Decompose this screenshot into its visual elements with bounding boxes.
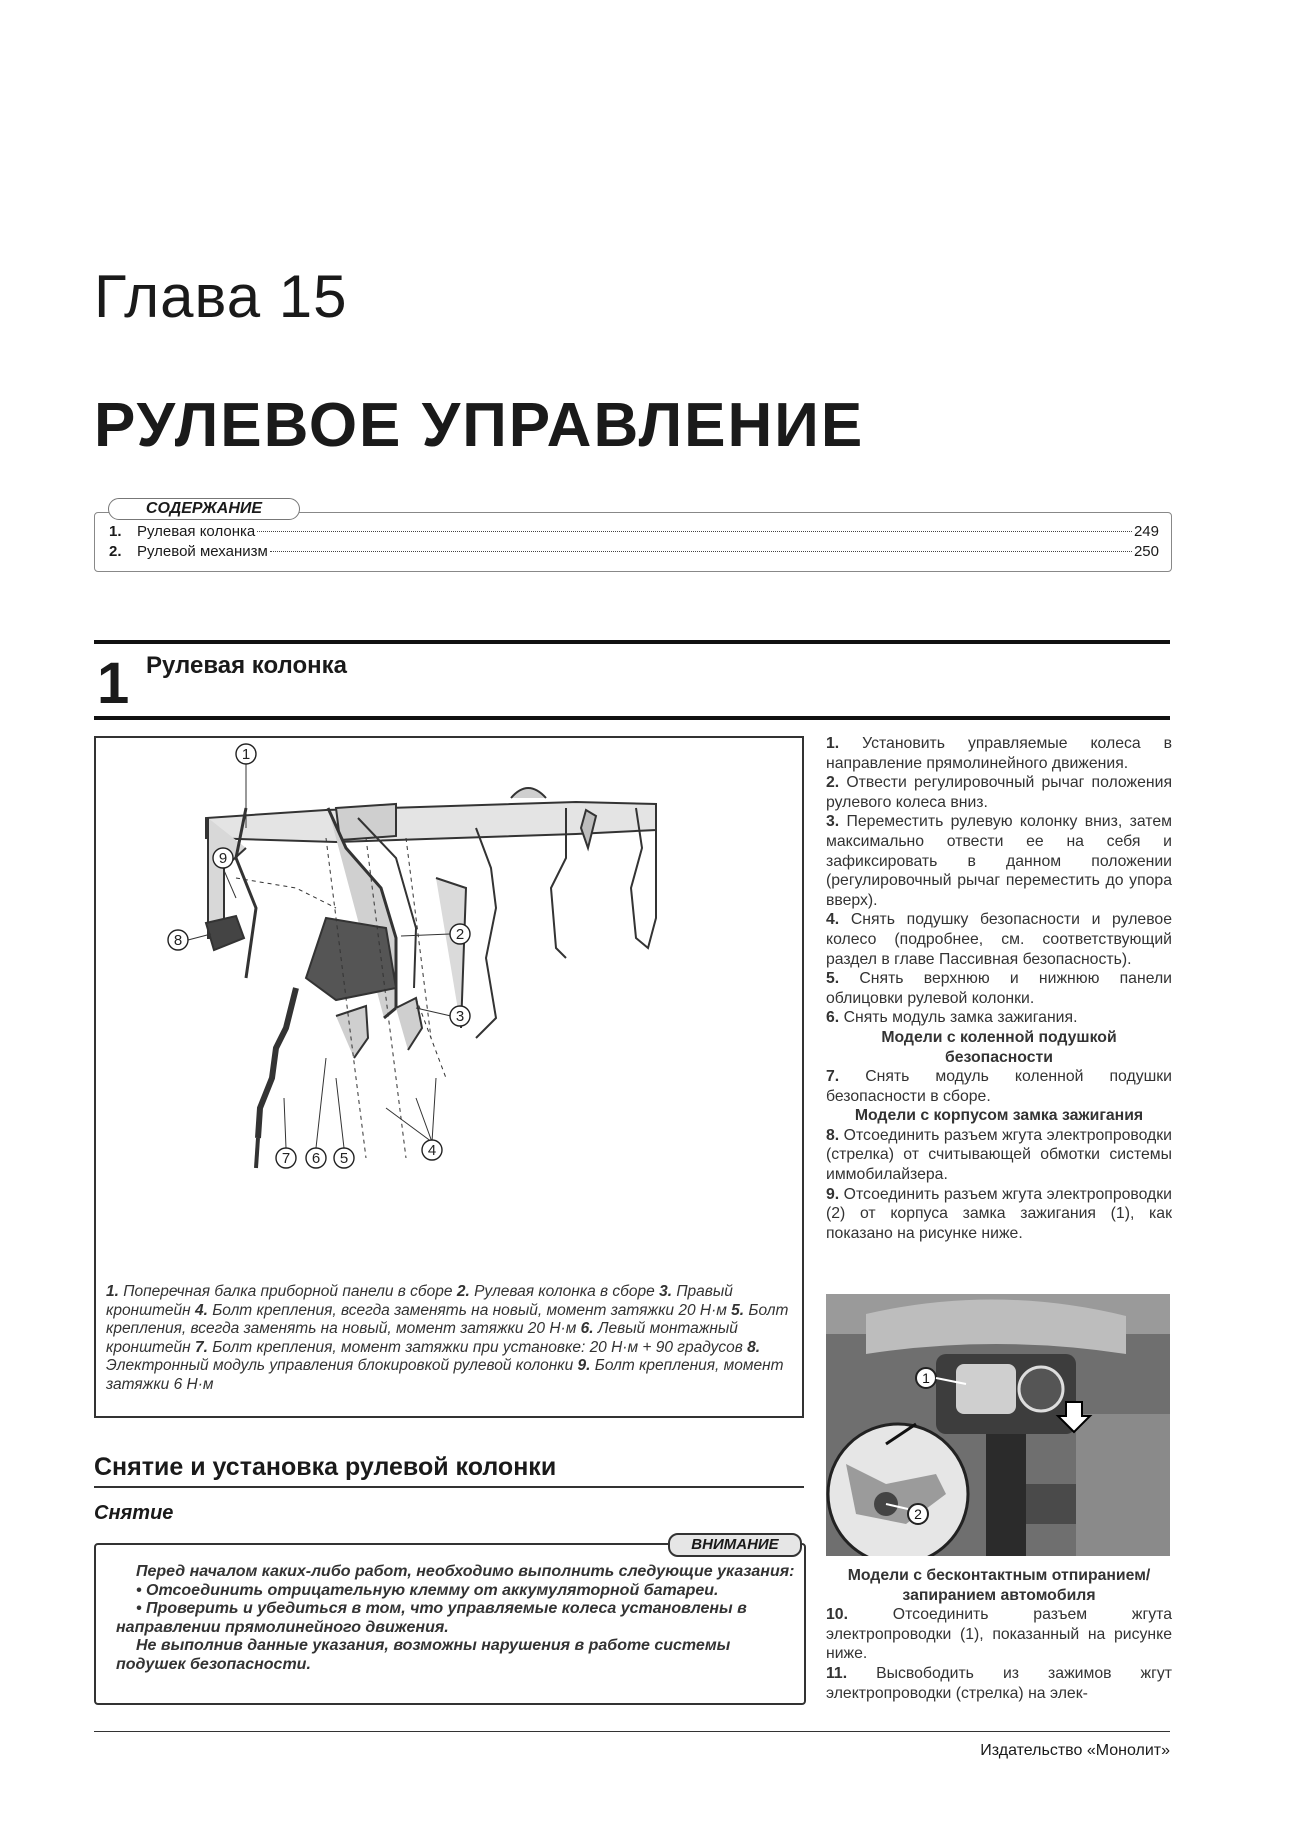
step: 9. Отсоединить разъем жгута электропроводки (2) от корпуса замка зажигания (1), как показано на рисунке ниже.: [826, 1185, 1172, 1242]
chapter-label: Глава 15: [94, 263, 348, 330]
callout-4: 4: [427, 1142, 437, 1159]
callout-6: 6: [311, 1150, 321, 1167]
step-subheading: Модели с корпусом замка зажигания: [854, 1107, 1144, 1125]
procedure-steps: [826, 734, 1172, 1243]
step: 7. Снять модуль коленной подушки безопасности в сборе.: [826, 1068, 1172, 1105]
table-of-contents: [94, 512, 1172, 572]
step: 6. Снять модуль замка зажигания.: [826, 1009, 1078, 1027]
callout-8: 8: [173, 932, 183, 949]
toc-item-label: Рулевой механизм: [137, 543, 268, 560]
warning-bullet: • Отсоединить отрицательную клемму от аккумуляторной батареи.: [136, 1581, 719, 1599]
photo-callout-2: 2: [914, 1506, 922, 1522]
step: 11. Высвободить из зажимов жгут электропроводки (стрелка) на элек-: [826, 1664, 1172, 1702]
callout-9: 9: [218, 850, 228, 867]
section-title: Рулевая колонка: [146, 652, 347, 679]
toc-item[interactable]: [109, 543, 1159, 561]
toc-item-page: 250: [1133, 543, 1159, 560]
callout-1: 1: [241, 746, 251, 763]
section-number: 1: [97, 651, 130, 716]
figure-caption: 1. Поперечная балка приборной панели в сборе 2. Рулевая колонка в сборе 3. Правый кронштейн 4. Болт крепления, всегда заменять на новый, момент затяжки 20 Н·м 5. Болт крепления, всегда заменять на новый, момент затяжки 20 Н·м 6. Левый монтажный кронштейн 7. Болт крепления, момент затяжки при установке: 20 Н·м + 90 градусов 8. Электронный модуль управления блокировкой рулевой колонки 9. Болт крепления, момент затяжки 6 Н·м: [106, 1283, 789, 1393]
warning-paragraph: Не выполнив данные указания, возможны нарушения в работе системы подушек безопасности.: [116, 1637, 731, 1673]
toc-leader-dots: [270, 551, 1132, 552]
step: 2. Отвести регулировочный рычаг положения рулевого колеса вниз.: [826, 774, 1172, 811]
warning-paragraph: Перед началом каких-либо работ, необходимо выполнить следующие указания:: [136, 1563, 795, 1580]
figure-box: [94, 736, 804, 1418]
callout-3: 3: [455, 1008, 465, 1025]
step-subheading: Модели с коленной подушкой безопасности: [881, 1028, 1117, 1066]
steering-column-diagram: [96, 738, 802, 1278]
toc-item-number: 1.: [109, 523, 122, 540]
step: 10. Отсоединить разъем жгута электропроводки (1), показанный на рисунке ниже.: [826, 1606, 1172, 1663]
publisher-footer: Издательство «Монолит»: [980, 1742, 1170, 1759]
toc-item-page: 249: [1133, 523, 1159, 540]
toc-item[interactable]: [109, 523, 1159, 541]
toc-item-label: Рулевая колонка: [137, 523, 256, 540]
photo-callout-1: 1: [922, 1370, 930, 1386]
procedure-steps-continued: [826, 1566, 1172, 1703]
warning-bullet: • Проверить и убедиться в том, что управляемые колеса установлены в направлении прямолинейного движения.: [116, 1600, 747, 1636]
step: 3. Переместить рулевую колонку вниз, затем максимально отвести ее на себя и зафиксировать в данном положении (регулировочный рычаг переместить до упора вверх).: [826, 813, 1172, 909]
callout-2: 2: [455, 926, 465, 943]
warning-box: [94, 1543, 806, 1705]
toc-heading: СОДЕРЖАНИЕ: [108, 498, 300, 520]
toc-item-number: 2.: [109, 543, 122, 560]
toc-leader-dots: [257, 531, 1132, 532]
subsubsection-heading: Снятие: [94, 1502, 174, 1524]
step-subheading: Модели с бесконтактным отпиранием/запиранием автомобиля: [847, 1567, 1151, 1604]
section-rule-bottom: [94, 716, 1170, 720]
ignition-photo: [826, 1294, 1170, 1556]
page-title: РУЛЕВОЕ УПРАВЛЕНИЕ: [94, 391, 865, 460]
subsection-rule: [94, 1486, 804, 1488]
callout-7: 7: [281, 1150, 291, 1167]
step: 4. Снять подушку безопасности и рулевое колесо (подробнее, см. соответствующий раздел в главе Пассивная безопасность).: [826, 911, 1172, 968]
subsection-heading: Снятие и установка рулевой колонки: [94, 1453, 557, 1481]
footer-rule: [94, 1731, 1170, 1732]
section-rule-top: [94, 640, 1170, 644]
step: 5. Снять верхнюю и нижнюю панели облицовки рулевой колонки.: [826, 970, 1172, 1007]
step: 1. Установить управляемые колеса в направление прямолинейного движения.: [826, 735, 1172, 772]
warning-text: [116, 1563, 796, 1674]
callout-5: 5: [339, 1150, 349, 1167]
step: 8. Отсоединить разъем жгута электропроводки (стрелка) от считывающей обмотки системы иммобилайзера.: [826, 1126, 1172, 1184]
warning-tag: ВНИМАНИЕ: [668, 1533, 802, 1557]
